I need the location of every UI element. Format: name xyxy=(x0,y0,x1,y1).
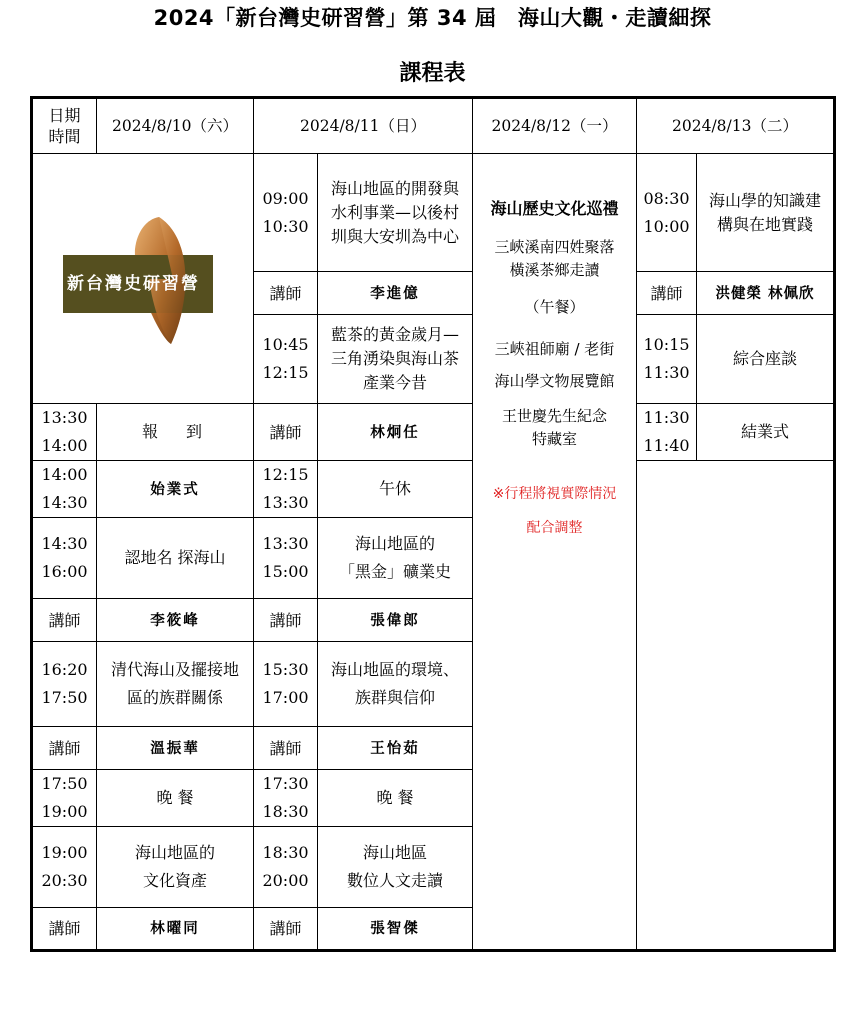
day2-s5-time: 15:30 17:00 xyxy=(254,642,318,727)
day3-line5: 海山學文物展覽館 xyxy=(494,372,615,390)
day1-s5-title: 晚 餐 xyxy=(97,770,254,827)
day1-s2-time: 14:00 14:30 xyxy=(32,461,97,518)
day2-lecturer-3: 張偉郎 xyxy=(318,599,473,642)
day1-s6-title: 海山地區的 文化資產 xyxy=(97,827,254,908)
day3-note1: ※行程將視實際情況 xyxy=(492,486,617,502)
day3-note2: 配合調整 xyxy=(526,520,583,536)
day4-header: 2024/8/13（二） xyxy=(637,98,835,154)
day4-lecturer-1: 洪健榮 林佩欣 xyxy=(697,272,835,315)
day2-s3-time: 12:15 13:30 xyxy=(254,461,318,518)
corner-time-label: 時間 xyxy=(48,127,81,146)
day3-tour-cell xyxy=(473,154,637,951)
page-title: 2024「新台灣史研習營」第 34 屆 海山大觀・走讀細探 xyxy=(153,6,712,30)
day3-header: 2024/8/12（一） xyxy=(473,98,637,154)
day4-s1-time: 08:30 10:00 xyxy=(637,154,697,272)
day1-s4-title: 清代海山及擺接地 區的族群關係 xyxy=(97,642,254,727)
day1-s5-time: 17:50 19:00 xyxy=(32,770,97,827)
day4-s1-title: 海山學的知識建 構與在地實踐 xyxy=(697,154,835,272)
day1-lecturer-label: 講師 xyxy=(32,908,97,951)
day2-lecturer-1: 李進億 xyxy=(318,272,473,315)
day3-lunch: （午餐） xyxy=(524,298,585,316)
day1-lecturer-1: 李筱峰 xyxy=(97,599,254,642)
day2-s3-title: 午休 xyxy=(318,461,473,518)
day3-line2: 橫溪茶鄉走讀 xyxy=(509,261,600,279)
corner-date-label: 日期 xyxy=(48,106,81,125)
day2-s7-title: 海山地區 數位人文走讀 xyxy=(318,827,473,908)
schedule-table xyxy=(30,96,836,952)
day2-s6-title: 晚 餐 xyxy=(318,770,473,827)
day3-title: 海山歷史文化巡禮 xyxy=(490,199,619,218)
day4-s2-time: 10:15 11:30 xyxy=(637,315,697,404)
day4-s3-title: 結業式 xyxy=(697,404,835,461)
day2-s7-time: 18:30 20:00 xyxy=(254,827,318,908)
day2-s2-time: 10:45 12:15 xyxy=(254,315,318,404)
day2-lecturer-label: 講師 xyxy=(254,908,318,951)
day1-lecturer-3: 林曜同 xyxy=(97,908,254,951)
day1-s1-time: 13:30 14:00 xyxy=(32,404,97,461)
day3-line4: 三峽祖師廟 / 老街 xyxy=(494,340,615,358)
day4-empty-area xyxy=(637,461,835,951)
logo-text: 新台灣史研習營 xyxy=(67,273,200,294)
day1-s3-time: 14:30 16:00 xyxy=(32,518,97,599)
day3-line6: 王世慶先生紀念 xyxy=(501,407,607,425)
day1-s3-title: 認地名 探海山 xyxy=(97,518,254,599)
day2-lecturer-label: 講師 xyxy=(254,599,318,642)
logo-cell xyxy=(32,154,254,404)
day2-s2-title: 藍茶的黃金歲月— 三角湧染與海山茶 產業今昔 xyxy=(318,315,473,404)
day2-lecturer-label: 講師 xyxy=(254,727,318,770)
day2-lecturer-2: 林炯任 xyxy=(318,404,473,461)
day1-s6-time: 19:00 20:30 xyxy=(32,827,97,908)
day2-s1-time: 09:00 10:30 xyxy=(254,154,318,272)
day1-lecturer-label: 講師 xyxy=(32,727,97,770)
day2-lecturer-5: 張智傑 xyxy=(318,908,473,951)
day4-lecturer-label: 講師 xyxy=(637,272,697,315)
page-subtitle: 課程表 xyxy=(399,61,466,86)
camp-logo xyxy=(63,209,223,349)
day4-s2-title: 綜合座談 xyxy=(697,315,835,404)
day1-lecturer-label: 講師 xyxy=(32,599,97,642)
day1-s2-title: 始業式 xyxy=(97,461,254,518)
day2-s5-title: 海山地區的環境、 族群與信仰 xyxy=(318,642,473,727)
day2-header: 2024/8/11（日） xyxy=(254,98,473,154)
day3-line7: 特藏室 xyxy=(531,430,577,448)
day2-s1-title: 海山地區的開發與 水利事業—以後村 圳與大安圳為中心 xyxy=(318,154,473,272)
day2-lecturer-label: 講師 xyxy=(254,404,318,461)
day2-lecturer-4: 王怡茹 xyxy=(318,727,473,770)
day4-s3-time: 11:30 11:40 xyxy=(637,404,697,461)
day2-s4-title: 海山地區的 「黑金」礦業史 xyxy=(318,518,473,599)
day1-lecturer-2: 溫振華 xyxy=(97,727,254,770)
day3-line1: 三峽溪南四姓聚落 xyxy=(494,238,615,256)
day1-s4-time: 16:20 17:50 xyxy=(32,642,97,727)
day1-s1-title: 報 到 xyxy=(97,404,254,461)
day2-s6-time: 17:30 18:30 xyxy=(254,770,318,827)
corner-header-cell xyxy=(32,98,97,154)
day2-s4-time: 13:30 15:00 xyxy=(254,518,318,599)
day1-header: 2024/8/10（六） xyxy=(97,98,254,154)
day2-lecturer-label: 講師 xyxy=(254,272,318,315)
